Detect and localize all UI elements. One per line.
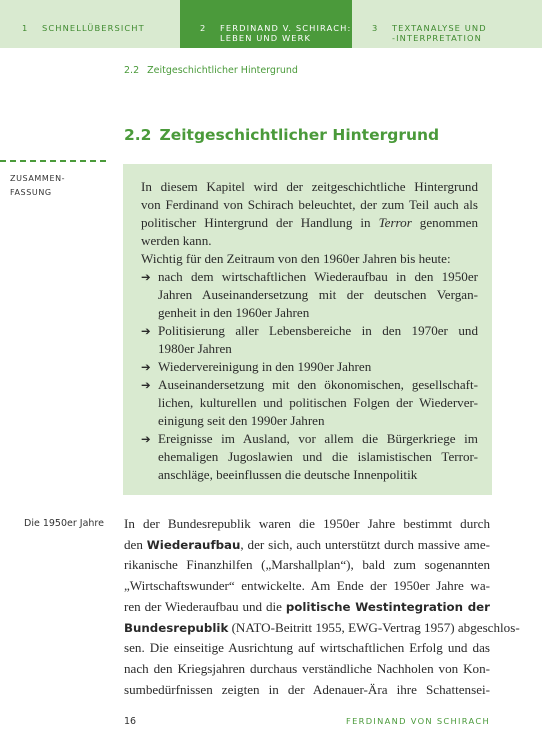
body-line: sumbedürfnissen zeigten in der Adenauer-Ära ihre Schattensei-: [124, 681, 490, 697]
running-head-title: Zeitgeschichtlicher Hintergrund: [147, 65, 298, 76]
bullet-line: Ereignisse im Ausland, vor allem die Bürgerkriege im: [158, 431, 478, 446]
bullet-line: Politisierung aller Lebensbereiche in den 1970er und: [158, 323, 478, 338]
arrow-right-icon: ➔: [141, 324, 151, 338]
tab-number: 1: [22, 23, 29, 33]
bullet-line: einigung seit den 1990er Jahren: [158, 413, 325, 428]
section-title-text: Zeitgeschichtlicher Hintergrund: [159, 126, 440, 144]
body-line: sen. Die einseitige Ausrichtung auf wirtschaftlichen Erfolg und das: [124, 640, 490, 656]
margin-note: Die 1950er Jahre: [24, 518, 104, 529]
work-title-italic: Terror: [378, 215, 412, 230]
summary-line: werden kann.: [141, 233, 212, 248]
bullet-line: lichen, kulturellen und politischen Folgen der Wiederver-: [158, 395, 478, 410]
summary-intro: [141, 178, 478, 250]
bullet-line: nach dem wirtschaftlichen Wiederaufbau in den 1950er: [158, 269, 478, 284]
body-text: , der sich, auch unterstützt durch massive ame-: [240, 536, 490, 552]
summary-margin-label: [10, 172, 100, 200]
bullet-line: Jahren Auseinandersetzung mit der deutschen Vergan-: [158, 287, 478, 302]
body-line: rikanische Finanzhilfen („Marshallplan“), bald zum sogenannten: [124, 557, 490, 573]
bullet-line: 1980er Jahren: [158, 341, 232, 356]
body-text: (NATO-Beitritt 1955, EWG-Vertrag 1957) abgeschlos-: [228, 619, 520, 635]
summary-text: genommen: [411, 215, 478, 230]
tab-textanalyse[interactable]: [352, 0, 542, 48]
page-number: 16: [124, 716, 137, 727]
running-head: [124, 65, 298, 76]
tab-label: TEXTANALYSE UND: [392, 23, 487, 33]
body-text: den: [124, 536, 147, 552]
body-line: [124, 597, 490, 618]
chapter-tabs: [0, 0, 542, 48]
summary-line: [141, 214, 478, 232]
summary-line: In diesem Kapitel wird der zeitgeschichtliche Hintergrund: [141, 179, 478, 194]
bullet-line: Wiedervereinigung in den 1990er Jahren: [158, 359, 372, 374]
summary-bullet: [141, 358, 478, 376]
summary-bullet: [141, 430, 478, 484]
margin-dashed-rule: [0, 160, 106, 162]
bullet-line: anschläge, beeinflussen die deutsche Innenpolitik: [158, 467, 418, 482]
section-number: 2.2: [124, 126, 152, 144]
margin-label-line: ZUSAMMEN-: [10, 174, 66, 183]
keyword-bold: Wiederaufbau: [146, 537, 241, 552]
arrow-right-icon: ➔: [141, 432, 151, 446]
summary-text: politischer Hintergrund der Handlung in: [141, 215, 379, 230]
summary-lead: Wichtig für den Zeitraum von den 1960er Jahren bis heute:: [141, 251, 451, 266]
body-line: „Wirtschaftswunder“ entwickelte. Am Ende der 1950er Jahre wa-: [124, 578, 490, 594]
summary-box: [123, 164, 492, 495]
summary-bullet: [141, 268, 478, 322]
body-line: [124, 535, 490, 556]
summary-line: von Ferdinand von Schirach beleuchtet, der zum Teil auch als: [141, 197, 478, 212]
bullet-line: Auseinandersetzung mit den ökonomischen, gesellschaft-: [158, 377, 478, 392]
footer-book-title: FERDINAND VON SCHIRACH: [346, 716, 490, 726]
tab-leben-und-werk[interactable]: [180, 0, 352, 48]
summary-bullet-list: [141, 268, 478, 484]
margin-label-line: FASSUNG: [10, 188, 52, 197]
keyword-bold: politische Westintegration der: [285, 599, 490, 614]
arrow-right-icon: ➔: [141, 378, 151, 392]
tab-label-line2: -INTERPRETATION: [392, 33, 482, 43]
section-title: [124, 126, 439, 144]
arrow-right-icon: ➔: [141, 270, 151, 284]
tab-number: 3: [372, 23, 379, 33]
summary-bullet: [141, 322, 478, 358]
keyword-bold: Bundesrepublik: [124, 620, 229, 635]
running-head-number: 2.2: [124, 65, 140, 76]
tab-label: FERDINAND V. SCHIRACH:: [220, 23, 352, 33]
tab-label: SCHNELLÜBERSICHT: [42, 23, 145, 33]
bullet-line: ehemaligen Jugoslawien und die islamistischen Terror-: [158, 449, 478, 464]
body-line: In der Bundesrepublik waren die 1950er Jahre bestimmt durch: [124, 516, 490, 531]
arrow-right-icon: ➔: [141, 360, 151, 374]
tab-schnelluebersicht[interactable]: [0, 0, 180, 48]
body-paragraph: [124, 514, 520, 700]
bullet-line: genheit in den 1960er Jahren: [158, 305, 310, 320]
body-line: [124, 618, 520, 639]
tab-number: 2: [200, 23, 207, 33]
summary-bullet: [141, 376, 478, 430]
body-line: nach den Kriegsjahren durchaus verständliche Nachholen von Kon-: [124, 660, 490, 676]
tab-label-line2: LEBEN UND WERK: [220, 33, 311, 43]
body-text: ren der Wiederaufbau und die: [124, 598, 286, 614]
